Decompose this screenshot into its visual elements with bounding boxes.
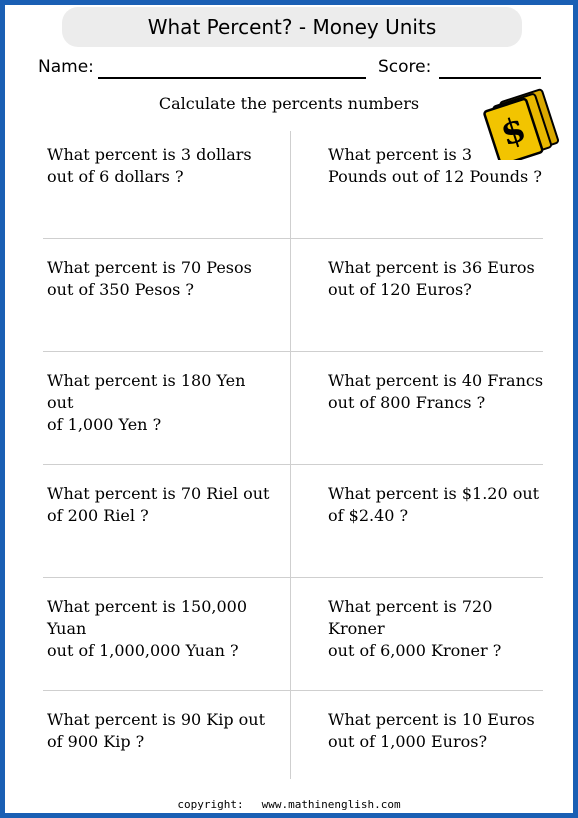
row-divider <box>43 464 543 465</box>
score-line <box>439 77 541 79</box>
name-label: Name: <box>38 57 94 77</box>
question-text: out of 6 dollars ? <box>47 167 184 186</box>
question-text: out of 350 Pesos ? <box>47 280 194 299</box>
header-row <box>38 57 548 81</box>
question-7 <box>47 483 272 527</box>
question-text: What percent is 10 Euros <box>328 710 535 729</box>
question-text: out of 1,000 Euros? <box>328 732 488 751</box>
question-text: of 1,000 Yen ? <box>47 415 162 434</box>
question-text: What percent is 70 Riel out <box>47 484 270 503</box>
question-9 <box>47 596 272 662</box>
instruction-text: Calculate the percents numbers <box>158 94 420 113</box>
question-text: What percent is 40 Francs <box>328 371 544 390</box>
score-label: Score: <box>378 57 432 77</box>
question-text: What percent is 180 Yen out <box>47 371 246 412</box>
svg-text:$: $ <box>495 109 531 155</box>
copyright-label: copyright: <box>177 798 244 811</box>
footer <box>5 798 573 811</box>
question-text: of 200 Riel ? <box>47 506 149 525</box>
question-text: of $2.40 ? <box>328 506 409 525</box>
question-text: out of 800 Francs ? <box>328 393 486 412</box>
question-3 <box>47 257 272 301</box>
site-link[interactable]: www.mathinenglish.com <box>261 798 401 811</box>
question-text: out of 6,000 Kroner ? <box>328 641 502 660</box>
question-text: out of 1,000,000 Yuan ? <box>47 641 239 660</box>
question-6 <box>328 370 553 414</box>
question-text: What percent is 150,000 Yuan <box>47 597 247 638</box>
question-8 <box>328 483 553 527</box>
worksheet-page <box>5 5 573 813</box>
question-text: of 900 Kip ? <box>47 732 145 751</box>
question-2 <box>328 144 553 188</box>
row-divider <box>43 690 543 691</box>
question-5 <box>47 370 272 436</box>
row-divider <box>43 238 543 239</box>
question-12 <box>328 709 553 753</box>
row-divider <box>43 577 543 578</box>
name-line <box>98 77 366 79</box>
question-text: What percent is 720 Kroner <box>328 597 493 638</box>
question-4 <box>328 257 553 301</box>
question-text: What percent is 3 <box>328 145 473 164</box>
question-text: What percent is 3 dollars <box>47 145 252 164</box>
question-text: What percent is $1.20 out <box>328 484 540 503</box>
row-divider <box>43 351 543 352</box>
page-title: What Percent? - Money Units <box>147 15 437 39</box>
column-divider <box>290 131 291 779</box>
question-grid <box>43 131 543 779</box>
question-text: out of 120 Euros? <box>328 280 472 299</box>
question-text: Pounds out of 12 Pounds ? <box>328 167 542 186</box>
question-text: What percent is 36 Euros <box>328 258 535 277</box>
question-11 <box>47 709 272 753</box>
question-text: What percent is 70 Pesos <box>47 258 252 277</box>
question-10 <box>328 596 553 662</box>
question-text: What percent is 90 Kip out <box>47 710 266 729</box>
question-1 <box>47 144 272 188</box>
title-banner <box>62 7 522 47</box>
